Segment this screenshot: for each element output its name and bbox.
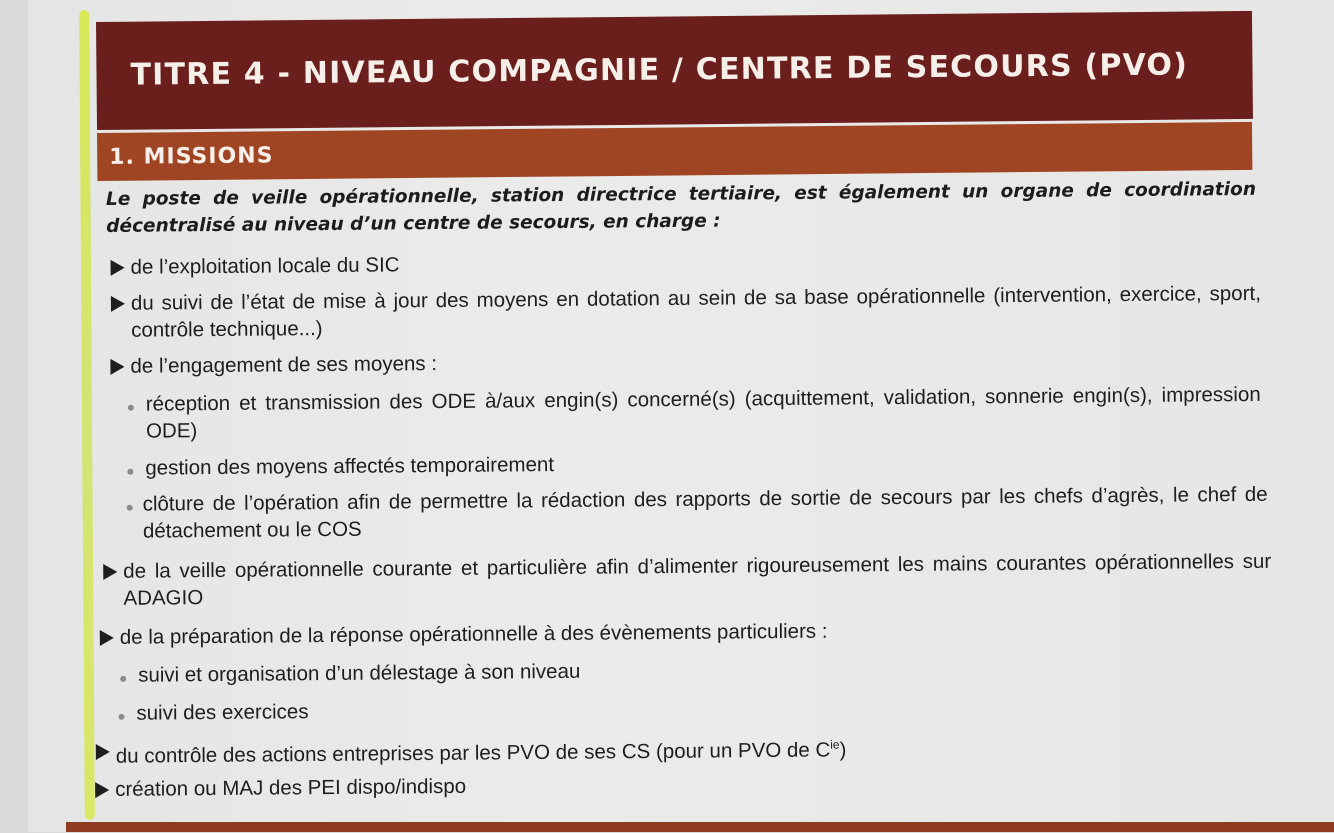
triangle-bullet-icon (103, 558, 117, 587)
triangle-bullet-icon (110, 353, 124, 382)
triangle-bullet-icon (96, 738, 110, 767)
dot-bullet-icon (118, 700, 124, 727)
triangle-bullet-icon (111, 290, 125, 319)
section-title: 1. MISSIONS (109, 143, 274, 170)
triangle-bullet-icon (110, 254, 124, 283)
dot-bullet-icon (120, 662, 126, 689)
next-section-bar (66, 822, 1334, 832)
dot-bullet-icon (127, 455, 133, 482)
triangle-bullet-icon (100, 624, 114, 653)
dot-bullet-icon (128, 391, 134, 418)
document-body: Le poste de veille opérationnelle, station directrice tertiaire, est également un organe de coordination décentralisé au niveau d’un centre de secours, en charge : de l’exploitation locale du SIC du suivi de l’état de mise à jour des moyens en dotation au sein de sa base opérationnelle (intervention, exercice, sport, contrôle technique...) de l’engagement de ses moyens : réception et transmission des ODE à/aux engin(s) concerné(s) (acquittement, validation, sonnerie engin(s), impression ODE) gestion des moyens affectés temporairement clôture de l’opération afin de permettre la rédaction des rapports de sortie de secours par les chefs d’agrès, le chef de détachement ou le COS de la veille opérationnelle courante et particulière afin d’alimenter rigoureusement les mains courantes opérationnelles sur ADAGIO de la préparation de la réponse opérationnelle à des évènements particuliers : suivi et organisation d’un délestage à son niveau suivi des exercices du contrôle des actions entreprises par les PVO de ses CS (pour un PVO de $C^{ie}$) création ou MAJ des PEI dispo/indispo (0, 0, 1334, 833)
intro-paragraph: Le poste de veille opérationnelle, station directrice tertiaire, est également un organe de coordination décentralisé au niveau d’un centre de secours, en charge : (105, 178, 1257, 237)
page-title: TITRE 4 - NIVEAU COMPAGNIE / CENTRE DE SECOURS (PVO) (130, 47, 1189, 93)
dot-bullet-icon (127, 491, 133, 518)
triangle-bullet-icon (95, 776, 109, 805)
